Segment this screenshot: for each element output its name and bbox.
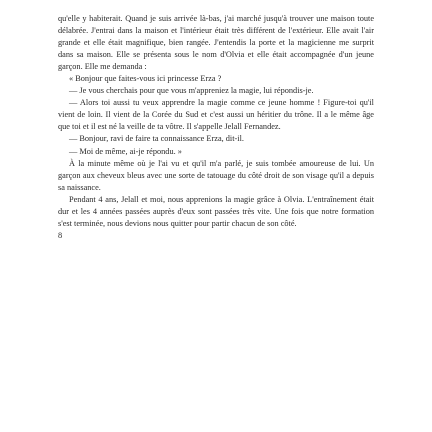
dialogue-line-5: — Moi de même, ai-je répondu. » [69, 146, 182, 156]
dialogue-line-3: — Alors toi aussi tu veux apprendre la magie comme ce jeune homme ! Figure-toi qu'il vient de loin. Il vient de la Corée du Sud et c'est aussi un héritier du trône. Il a le même âge que toi et il est né la veille de ta vôtre. Il s'appelle Jelall Fernandez. [58, 98, 374, 132]
paragraph-2: À la minute même où je l'ai vu et qu'il m'a parlé, je suis tombée amoureuse de lui. Un garçon aux cheveux bleus avec une sorte de tatouage du côté droit de son visage qu'il a depuis sa naissance. [58, 158, 374, 192]
page-number: 8 [58, 230, 63, 240]
dialogue-line-2: — Je vous cherchais pour que vous m'appreniez la magie, lui répondis-je. [69, 86, 314, 96]
dialogue-line-4: — Bonjour, ravi de faire ta connaissance Erza, dit-il. [69, 134, 244, 144]
paragraph-1: qu'elle y habiterait. Quand je suis arrivée là-bas, j'ai marché jusqu'à trouver une maison toute délabrée. J'entrai dans la maison et l'intérieur était très différent de l'extérieur. Elle avait l'air grande et elle était magnifique, bien rangée. J'entendis la porte et la magicienne me surprit dans sa maison. Elle se présenta sous le nom d'Olvia et elle était accompagnée d'un jeune garçon. Elle me demanda : [58, 14, 374, 72]
dialogue-line-1: « Bonjour que faites-vous ici princesse Erza ? [69, 74, 222, 84]
book-page [58, 13, 374, 242]
paragraph-3: Pendant 4 ans, Jelall et moi, nous apprenions la magie grâce à Olvia. L'entraînement était dur et les 4 années passées auprès d'eux sont passées très vite. Une fois que notre formation s'est terminée, nous devions nous quitter pour partir chacun de son côté. [58, 194, 374, 228]
